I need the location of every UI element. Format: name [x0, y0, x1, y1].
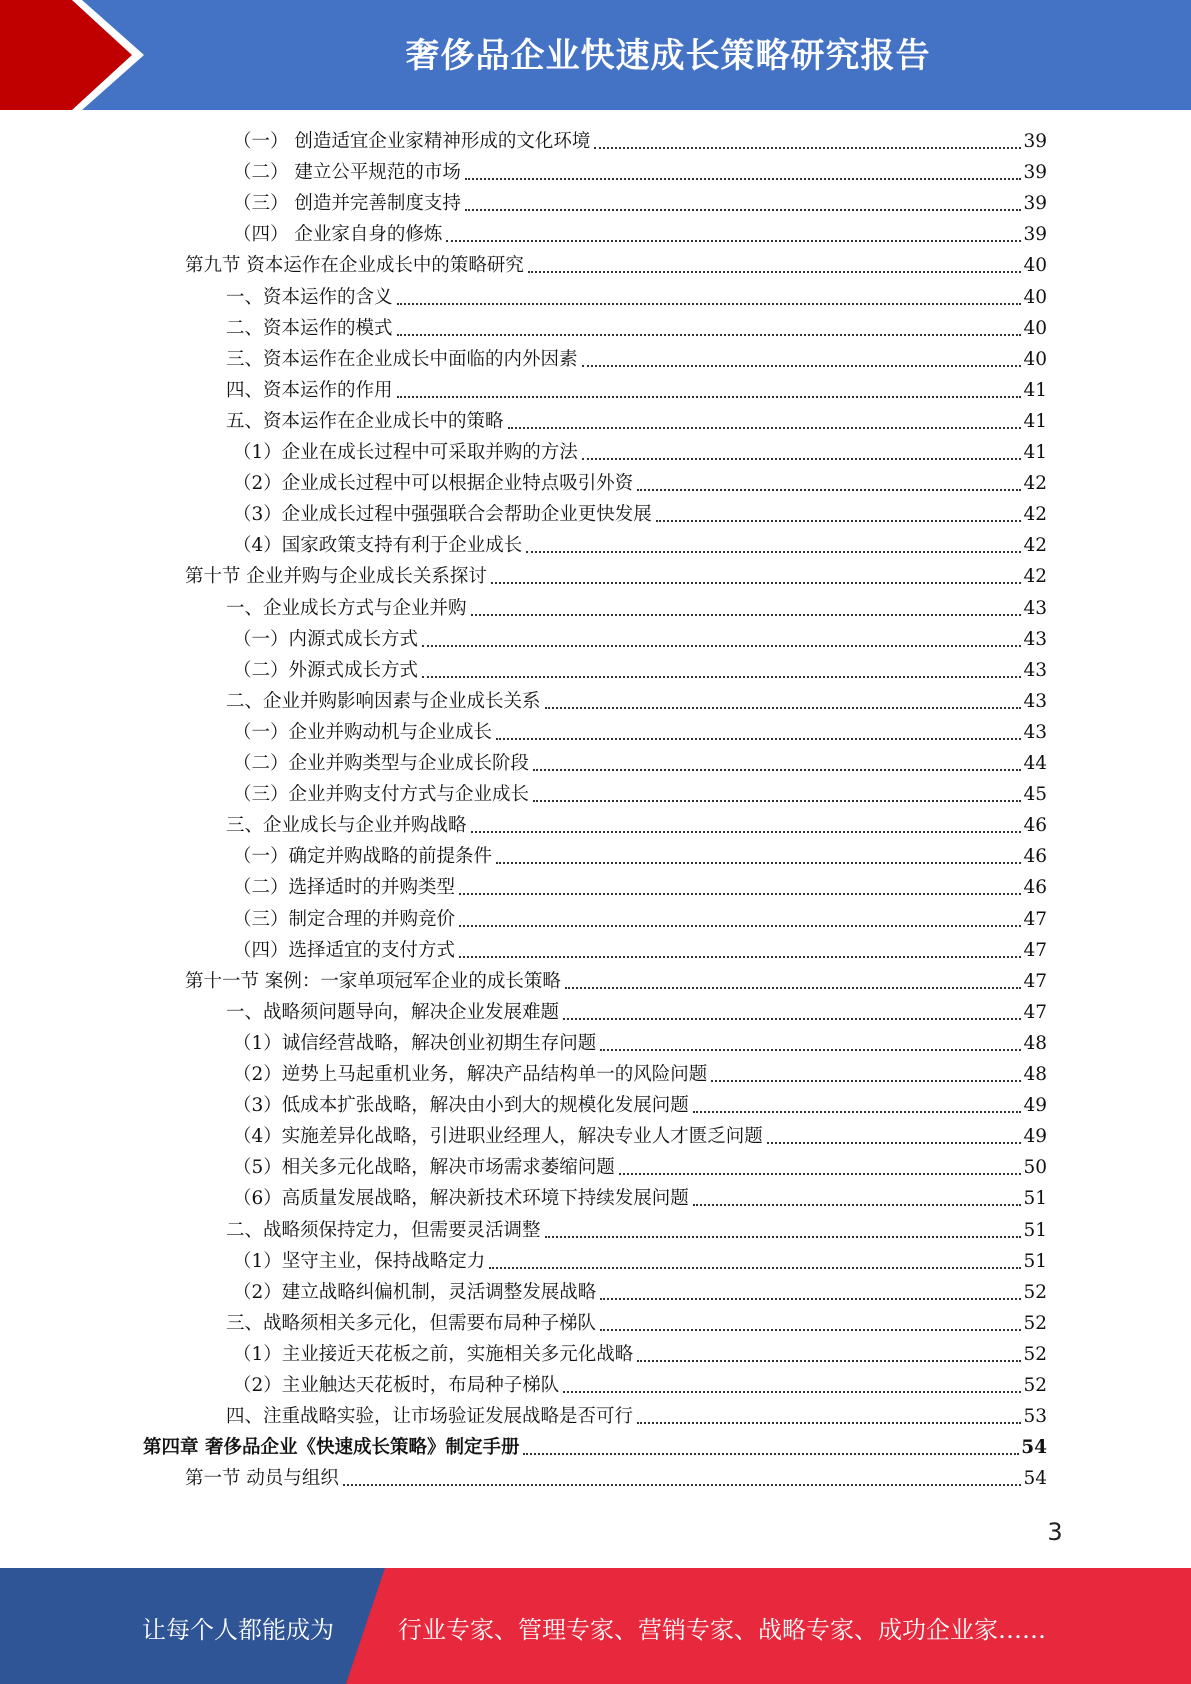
toc-entry[interactable]: [226, 375, 1047, 406]
toc-dot-leader: [600, 1298, 1021, 1300]
page-header: [0, 0, 1191, 110]
toc-dot-leader: [619, 1173, 1022, 1175]
toc-entry-title: （一）确定并购战略的前提条件: [233, 846, 493, 868]
toc-entry[interactable]: [233, 1246, 1047, 1277]
toc-entry[interactable]: [233, 655, 1047, 686]
toc-entry-title: （2）主业触达天花板时，布局种子梯队: [233, 1375, 560, 1396]
toc-entry-page: 47: [1023, 939, 1047, 961]
toc-entry[interactable]: [185, 966, 1047, 997]
toc-entry[interactable]: [233, 468, 1047, 499]
toc-dot-leader: [656, 520, 1022, 522]
toc-entry-title: （1）主业接近天花板之前，实施相关多元化战略: [233, 1343, 634, 1365]
toc-entry-page: 53: [1023, 1406, 1047, 1428]
toc-dot-leader: [693, 1111, 1022, 1113]
toc-dot-leader: [563, 1391, 1021, 1393]
toc-entry[interactable]: [226, 593, 1047, 624]
toc-entry-page: 40: [1023, 317, 1047, 339]
toc-entry-page: 43: [1023, 628, 1047, 650]
toc-entry-page: 54: [1023, 1468, 1047, 1490]
toc-dot-leader: [533, 769, 1021, 771]
toc-entry[interactable]: [233, 717, 1047, 748]
toc-dot-leader: [594, 147, 1021, 149]
toc-entry[interactable]: [226, 344, 1047, 375]
toc-dot-leader: [459, 925, 1021, 927]
toc-dot-leader: [600, 1049, 1021, 1051]
toc-entry-title: （6）高质量发展战略，解决新技术环境下持续发展问题: [233, 1188, 689, 1210]
toc-entry-title: （2）建立战略纠偏机制，灵活调整发展战略: [233, 1281, 597, 1303]
toc-entry-page: 46: [1023, 877, 1047, 899]
toc-entry-page: 49: [1023, 1095, 1047, 1117]
toc-entry-page: 41: [1023, 442, 1047, 463]
toc-entry-page: 47: [1023, 1001, 1047, 1023]
toc-entry[interactable]: [226, 1401, 1047, 1432]
toc-entry-title: 第十一节 案例：一家单项冠军企业的成长策略: [185, 970, 561, 992]
toc-entry[interactable]: [143, 1432, 1047, 1463]
toc-entry-page: 51: [1023, 1188, 1047, 1210]
toc-entry[interactable]: [226, 1215, 1047, 1246]
toc-dot-leader: [528, 271, 1022, 273]
toc-entry-page: 52: [1023, 1281, 1047, 1303]
toc-entry-title: （四）选择适宜的支付方式: [233, 939, 456, 961]
toc-entry[interactable]: [233, 1121, 1047, 1152]
toc-entry[interactable]: [233, 841, 1047, 872]
toc-entry[interactable]: [233, 437, 1047, 468]
toc-entry[interactable]: [233, 1339, 1047, 1370]
toc-entry-page: 45: [1023, 784, 1047, 806]
toc-dot-leader: [446, 240, 1021, 242]
toc-dot-leader: [397, 303, 1022, 305]
toc-entry-title: 二、资本运作的模式: [226, 317, 393, 339]
toc-entry-title: 四、注重战略实验，让市场验证发展战略是否可行: [226, 1406, 634, 1428]
toc-entry-page: 41: [1023, 379, 1047, 401]
toc-entry-title: （4）实施差异化战略，引进职业经理人，解决专业人才匮乏问题: [233, 1126, 763, 1148]
toc-entry[interactable]: [233, 1090, 1047, 1121]
toc-entry-page: 40: [1023, 255, 1047, 277]
toc-entry[interactable]: [185, 250, 1047, 281]
toc-entry-title: （二）企业并购类型与企业成长阶段: [233, 753, 530, 774]
footer-slogan-right: 行业专家、管理专家、营销专家、战略专家、成功企业家……: [398, 1616, 1046, 1644]
toc-entry[interactable]: [233, 1183, 1047, 1214]
toc-dot-leader: [637, 1422, 1021, 1424]
toc-entry-title: 三、战略须相关多元化，但需要布局种子梯队: [226, 1312, 597, 1334]
toc-entry-page: 43: [1023, 690, 1047, 712]
toc-entry[interactable]: [226, 686, 1047, 717]
toc-entry-page: 42: [1023, 473, 1047, 495]
toc-entry[interactable]: [233, 157, 1047, 188]
toc-entry[interactable]: [233, 748, 1047, 779]
toc-entry-page: 49: [1023, 1126, 1047, 1148]
toc-entry-page: 40: [1023, 286, 1047, 308]
toc-entry-title: （二）外源式成长方式: [233, 659, 419, 681]
toc-entry-page: 51: [1023, 1219, 1047, 1241]
toc-entry-title: 一、企业成长方式与企业并购: [226, 597, 467, 619]
toc-entry-page: 43: [1023, 659, 1047, 681]
toc-entry-title: （三）制定合理的并购竞价: [233, 908, 456, 930]
toc-entry-title: （2）逆势上马起重机业务，解决产品结构单一的风险问题: [233, 1064, 708, 1085]
toc-dot-leader: [465, 178, 1022, 180]
toc-entry[interactable]: [233, 126, 1047, 157]
toc-entry-title: 四、资本运作的作用: [226, 379, 393, 401]
toc-entry-title: 二、战略须保持定力，但需要灵活调整: [226, 1219, 541, 1241]
toc-entry-title: （3）企业成长过程中强强联合会帮助企业更快发展: [233, 504, 652, 526]
toc-entry-page: 42: [1023, 566, 1047, 588]
toc-entry-title: （1）诚信经营战略，解决创业初期生存问题: [233, 1032, 597, 1054]
toc-entry-page: 42: [1023, 535, 1047, 557]
toc-dot-leader: [471, 614, 1022, 616]
toc-dot-leader: [693, 1204, 1022, 1206]
toc-entry-page: 47: [1023, 970, 1047, 992]
toc-dot-leader: [496, 738, 1021, 740]
toc-entry-title: （三） 创造并完善制度支持: [233, 193, 461, 215]
toc-dot-leader: [459, 893, 1021, 895]
toc-entry[interactable]: [233, 872, 1047, 903]
toc-entry[interactable]: [226, 406, 1047, 437]
toc-entry-page: 46: [1023, 846, 1047, 868]
toc-dot-leader: [471, 831, 1022, 833]
toc-entry[interactable]: [233, 624, 1047, 655]
toc-entry-page: 40: [1023, 348, 1047, 370]
toc-entry-title: 三、资本运作在企业成长中面临的内外因素: [226, 348, 578, 370]
toc-entry[interactable]: [233, 779, 1047, 810]
toc-entry-title: 二、企业并购影响因素与企业成长关系: [226, 690, 541, 712]
toc-entry-page: 46: [1023, 815, 1047, 837]
toc-dot-leader: [496, 862, 1021, 864]
toc-entry-page: 43: [1023, 597, 1047, 619]
toc-entry-title: （4）国家政策支持有利于企业成长: [233, 535, 523, 557]
toc-entry[interactable]: [233, 1277, 1047, 1308]
toc-entry-page: 44: [1023, 753, 1047, 774]
toc-entry-page: 48: [1023, 1032, 1047, 1054]
toc-entry-title: （二）选择适时的并购类型: [233, 877, 456, 899]
toc-entry[interactable]: [226, 313, 1047, 344]
toc-entry-page: 39: [1023, 131, 1047, 152]
toc-dot-leader: [767, 1142, 1022, 1144]
toc-dot-leader: [459, 956, 1021, 958]
toc-entry[interactable]: [226, 282, 1047, 313]
toc-dot-leader: [565, 987, 1022, 989]
toc-entry-title: （5）相关多元化战略，解决市场需求萎缩问题: [233, 1157, 615, 1179]
toc-entry-title: 第一节 动员与组织: [185, 1468, 339, 1490]
toc-entry[interactable]: [233, 1059, 1047, 1090]
toc-dot-leader: [563, 1018, 1021, 1020]
page-number: 3: [1047, 1518, 1063, 1546]
toc-dot-leader: [508, 427, 1022, 429]
toc-entry-title: （一） 创造适宜企业家精神形成的文化环境: [233, 131, 591, 152]
toc-dot-leader: [637, 489, 1021, 491]
toc-dot-leader: [526, 551, 1021, 553]
toc-dot-leader: [343, 1484, 1022, 1486]
toc-entry-title: 第四章 奢侈品企业《快速成长策略》制定手册: [143, 1437, 520, 1459]
toc-entry-title: 五、资本运作在企业成长中的策略: [226, 410, 504, 432]
toc-entry[interactable]: [233, 1028, 1047, 1059]
toc-dot-leader: [397, 396, 1022, 398]
toc-dot-leader: [523, 1453, 1019, 1455]
toc-entry-title: （1）企业在成长过程中可采取并购的方法: [233, 442, 578, 463]
toc-entry-title: （四） 企业家自身的修炼: [233, 224, 443, 246]
toc-dot-leader: [545, 1236, 1022, 1238]
toc-entry-title: 三、企业成长与企业并购战略: [226, 815, 467, 837]
toc-entry-title: （1）坚守主业，保持战略定力: [233, 1250, 486, 1272]
footer-slogan-left: 让每个人都能成为: [142, 1616, 334, 1644]
toc-entry[interactable]: [233, 188, 1047, 219]
toc-entry-page: 39: [1023, 193, 1047, 215]
toc-entry-title: （一）企业并购动机与企业成长: [233, 721, 493, 743]
toc-entry-page: 39: [1023, 224, 1047, 246]
toc-dot-leader: [422, 645, 1021, 647]
toc-dot-leader: [582, 365, 1022, 367]
toc-dot-leader: [533, 800, 1021, 802]
toc-entry-page: 54: [1021, 1437, 1047, 1459]
page-footer: [0, 1568, 1191, 1684]
toc-entry[interactable]: [233, 1370, 1047, 1401]
toc-entry[interactable]: [185, 1463, 1047, 1494]
toc-entry-page: 42: [1023, 504, 1047, 526]
toc-dot-leader: [582, 458, 1022, 460]
toc-entry-page: 51: [1023, 1250, 1047, 1272]
toc-entry-page: 48: [1023, 1064, 1047, 1085]
toc-entry[interactable]: [226, 1308, 1047, 1339]
toc-dot-leader: [545, 707, 1022, 709]
toc-entry[interactable]: [226, 997, 1047, 1028]
toc-entry-page: 39: [1023, 162, 1047, 184]
toc-entry[interactable]: [233, 219, 1047, 250]
toc-entry-title: （三）企业并购支付方式与企业成长: [233, 784, 530, 806]
toc-dot-leader: [422, 676, 1021, 678]
toc-entry-title: （二） 建立公平规范的市场: [233, 162, 461, 184]
toc-dot-leader: [491, 582, 1022, 584]
toc-entry-title: 第十节 企业并购与企业成长关系探讨: [185, 566, 487, 588]
toc-entry-title: （2）企业成长过程中可以根据企业特点吸引外资: [233, 473, 634, 495]
toc-entry-title: （3）低成本扩张战略，解决由小到大的规模化发展问题: [233, 1095, 689, 1117]
toc-entry-page: 50: [1023, 1157, 1047, 1179]
toc-entry-title: 一、资本运作的含义: [226, 286, 393, 308]
toc-entry-page: 43: [1023, 721, 1047, 743]
toc-dot-leader: [711, 1080, 1021, 1082]
toc-entry-page: 41: [1023, 410, 1047, 432]
toc-entry[interactable]: [233, 530, 1047, 561]
toc-dot-leader: [600, 1329, 1021, 1331]
toc-entry-title: （一）内源式成长方式: [233, 628, 419, 650]
toc-entry-page: 52: [1023, 1312, 1047, 1334]
toc-entry-page: 52: [1023, 1375, 1047, 1396]
toc-dot-leader: [489, 1267, 1021, 1269]
toc-dot-leader: [397, 334, 1022, 336]
toc-entry[interactable]: [233, 935, 1047, 966]
toc-entry[interactable]: [233, 499, 1047, 530]
toc-dot-leader: [465, 209, 1022, 211]
toc-entry-title: 一、战略须问题导向，解决企业发展难题: [226, 1001, 560, 1023]
toc-dot-leader: [637, 1360, 1021, 1362]
toc-entry[interactable]: [185, 561, 1047, 592]
toc-entry-page: 52: [1023, 1343, 1047, 1365]
toc-entry[interactable]: [233, 1152, 1047, 1183]
toc-entry[interactable]: [233, 904, 1047, 935]
report-title: 奢侈品企业快速成长策略研究报告: [405, 36, 931, 76]
toc-entry-page: 47: [1023, 908, 1047, 930]
toc-entry[interactable]: [226, 810, 1047, 841]
toc-entry-title: 第九节 资本运作在企业成长中的策略研究: [185, 255, 524, 277]
